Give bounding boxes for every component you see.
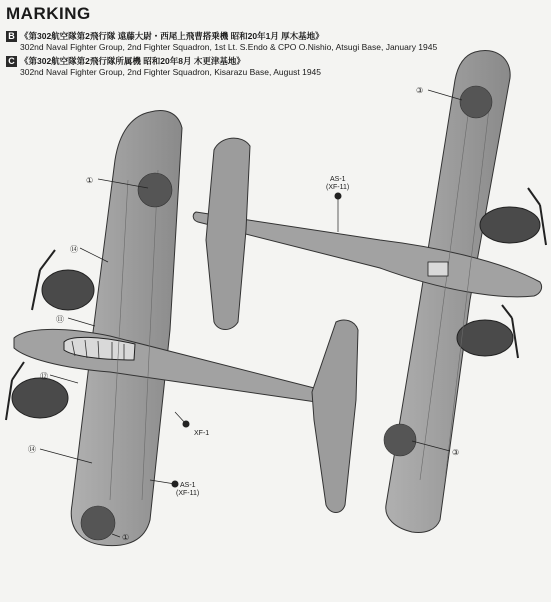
callout-number: ① [122,533,130,542]
callout-number: ① [86,176,94,185]
aircraft-right-top [193,50,546,532]
hinomaru-marking [138,173,172,207]
marking-letter-badge: C [6,56,17,67]
marking-japanese-caption: 《第302航空隊第2飛行隊 遠藤大尉・西尾上飛曹搭乗機 昭和20年1月 厚木基地》 [20,31,324,41]
hinomaru-marking [460,86,492,118]
callout-number: ⑭ [70,245,78,254]
decal-position-marker [183,421,190,428]
callout-number: ⑭ [28,445,36,454]
callout-number: ③ [416,86,424,95]
decal-position-marker [172,481,179,488]
marking-japanese-caption: 《第302航空隊第2飛行隊所属機 昭和20年8月 木更津基地》 [20,56,245,66]
decal-code: AS-1 [180,482,196,489]
decal-code: XF-1 [194,430,210,437]
decal-code: (XF-11) [176,490,200,497]
aircraft-left-underside [6,111,358,546]
callout-number: ⑪ [56,315,64,324]
hinomaru-marking [81,506,115,540]
decal-position-marker [335,193,342,200]
callout-number: ⑫ [40,372,48,381]
marking-letter-badge: B [6,31,17,42]
decal-code: AS-1 [330,176,346,183]
marking-english-caption: 302nd Naval Fighter Group, 2nd Fighter Squadron, 1st Lt. S.Endo & CPO O.Nishio, Atsugi Base, January 1945 [20,42,438,52]
callout-number: ③ [452,448,460,457]
marking-english-caption: 302nd Naval Fighter Group, 2nd Fighter Squadron, Kisarazu Base, August 1945 [20,67,321,77]
hinomaru-marking [384,424,416,456]
page-title: MARKING [6,4,91,23]
decal-code: (XF-11) [326,184,350,191]
